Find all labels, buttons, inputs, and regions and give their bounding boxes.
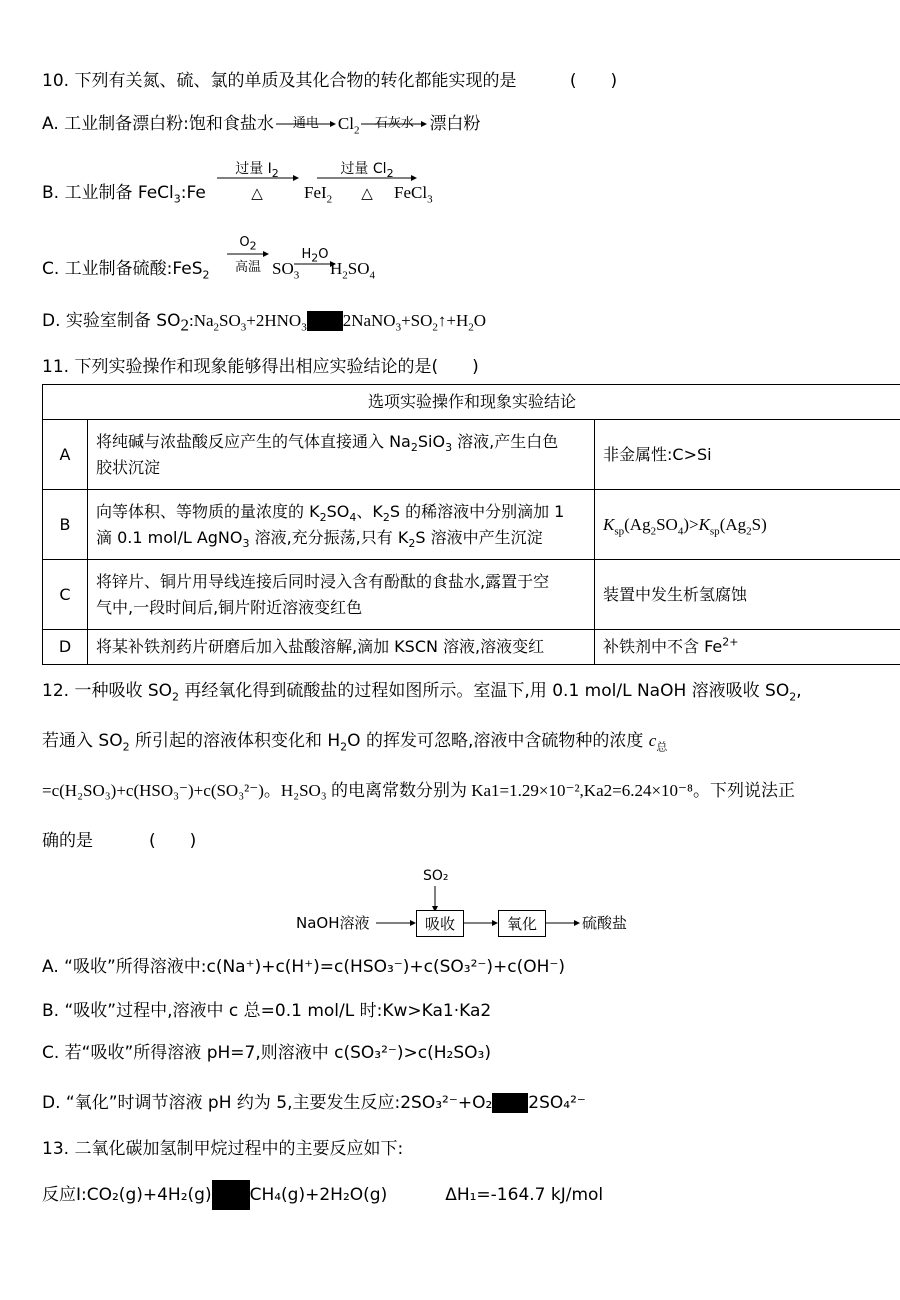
q10-b-prefix: B. 工业制备 FeCl bbox=[42, 183, 174, 203]
q10-a-prefix: A. 工业制备漂白粉:饱和食盐水 bbox=[42, 114, 274, 134]
q11-concl-b: $K_{sp}(Ag_2SO_4)>K_{sp}(Ag_2S)$ bbox=[595, 490, 900, 560]
q11-opt-a: A bbox=[43, 420, 88, 490]
q12-option-d: D. “氧化”时调节溶液 pH 约为 5,主要发生反应:2SO₃²⁻+O₂ 2SO₄²⁻ bbox=[42, 1093, 586, 1113]
redacted-equals bbox=[492, 1093, 528, 1113]
cond-h2o: $H_2O$ bbox=[301, 247, 329, 265]
q10-option-c: C. 工业制备硫酸:FeS$_2$ $O_2$ 高温 $SO_3$ $H_2O$ $H_2SO_4$ bbox=[42, 232, 210, 282]
q13-reaction-1: 反应I:CO₂(g)+4H₂(g) CH₄(g)+2H₂O(g) ΔH₁=-164.7 kJ/mol bbox=[42, 1180, 603, 1210]
arrow-limewater bbox=[361, 104, 427, 144]
q12-option-c: C. 若“吸收”所得溶液 pH=7,则溶液中 c(SO₃²⁻)>c(H₂SO₃) bbox=[42, 1043, 491, 1063]
table-row bbox=[43, 630, 900, 665]
q11-concl-c: 装置中发生析氢腐蚀 bbox=[595, 560, 900, 630]
q12-option-a: A. “吸收”所得溶液中:c(Na⁺)+c(H⁺)=c(HSO₃⁻)+c(SO₃²⁻)+c(OH⁻) bbox=[42, 957, 566, 977]
flow-box-absorb: 吸收 bbox=[416, 910, 464, 937]
q10-a-end: 漂白粉 bbox=[429, 114, 481, 134]
q12-flow-diagram bbox=[290, 868, 650, 938]
cond-excess-i2: 过量 $I_2$ bbox=[235, 161, 279, 180]
flow-box-oxidize: 氧化 bbox=[498, 910, 546, 937]
q11-concl-d: 补铁剂中不含 $Fe^{2+}$ bbox=[595, 630, 900, 665]
flow-end: 硫酸盐 bbox=[582, 914, 628, 932]
q11-concl-a: 非金属性:C>Si bbox=[595, 420, 900, 490]
q11-op-a: 将纯碱与浓盐酸反应产生的气体直接通入 $Na_2SiO_3$ 溶液,产生白色 胶状沉淀 bbox=[88, 420, 595, 490]
q10-c-end: $H_2SO_4$ bbox=[330, 259, 376, 282]
cond-heat-1: △ bbox=[251, 184, 263, 202]
q11-table bbox=[42, 384, 900, 665]
q10-a-mid: $Cl_2$ bbox=[337, 114, 360, 137]
redacted-equilibrium bbox=[212, 1180, 250, 1210]
q12-line3: =c(H₂SO₃)+c(HSO₃⁻)+c(SO₃²⁻)。H₂SO₃ 的电离常数分别为 Ka1=1.29×10⁻²,Ka2=6.24×10⁻⁸。下列说法正 bbox=[42, 781, 795, 800]
redacted-equals bbox=[307, 311, 343, 331]
flow-so2: SO₂ bbox=[423, 868, 449, 884]
cond-tongdian: 通电 bbox=[292, 116, 319, 131]
q10-b-fe: :Fe bbox=[180, 183, 206, 203]
q11-opt-d: D bbox=[43, 630, 88, 665]
q11-op-b: 向等体积、等物质的量浓度的 $K_2SO_4$、$K_2S$ 的稀溶液中分别滴加 1 滴 0.1 mol/L AgNO$_3$ 溶液,充分振荡,只有 $K_2S$ 溶液中产生沉淀 bbox=[88, 490, 595, 560]
q11-op-d: 将某补铁剂药片研磨后加入盐酸溶解,滴加 KSCN 溶液,溶液变红 bbox=[88, 630, 595, 665]
flow-arrow-3 bbox=[546, 918, 580, 928]
q12-line2: 若通入 $SO_2$ 所引起的溶液体积变化和 $H_2O$ 的挥发可忽略,溶液中含硫物种的浓度 $c_总$ bbox=[42, 731, 668, 754]
q10-d-products: $2NaNO_3+SO_2↑+H_2O$ bbox=[342, 311, 487, 334]
cond-o2: $O_2$ bbox=[239, 235, 257, 253]
flow-arrow-1 bbox=[376, 918, 416, 928]
q10-option-d: D. 实验室制备 $SO_2:Na_2SO_3+2HNO_3$ $2NaNO_3+SO_2↑+H_2O$ bbox=[42, 311, 487, 335]
q12-option-b: B. “吸收”过程中,溶液中 c 总=0.1 mol/L 时:Kw>Ka1·Ka2 bbox=[42, 1001, 492, 1021]
q11-header: 选项实验操作和现象实验结论 bbox=[43, 385, 900, 420]
q10-paren: ( ) bbox=[569, 71, 618, 91]
arrow-b1 bbox=[217, 174, 299, 182]
arrow-electrolysis bbox=[276, 104, 336, 144]
table-header-row bbox=[43, 385, 900, 420]
q10-c-prefix: C. 工业制备硫酸:FeS bbox=[42, 259, 203, 279]
q13-stem: 13. 二氧化碳加氢制甲烷过程中的主要反应如下: bbox=[42, 1139, 404, 1159]
q10-stem: 10. 下列有关氮、硫、氯的单质及其化合物的转化都能实现的是 bbox=[42, 71, 517, 91]
cond-high-temp: 高温 bbox=[234, 260, 261, 275]
q10-option-b: B. 工业制备 FeCl$_3$:Fe 过量 $I_2$ △ FeI$_2$ 过量 $Cl_2$ △ FeCl$_3$ bbox=[42, 158, 206, 218]
table-row bbox=[43, 560, 900, 630]
q10-option-a bbox=[42, 104, 480, 144]
q12-line4: 确的是 ( ) bbox=[42, 831, 197, 851]
q10-stem-line bbox=[42, 70, 617, 92]
q11-op-c: 将锌片、铜片用导线连接后同时浸入含有酚酞的食盐水,露置于空 气中,一段时间后,铜片附近溶液变红色 bbox=[88, 560, 595, 630]
flow-arrow-2 bbox=[464, 918, 498, 928]
q10-b-end: FeCl$_3$ bbox=[394, 183, 433, 206]
q11-opt-c: C bbox=[43, 560, 88, 630]
q11-stem: 11. 下列实验操作和现象能够得出相应实验结论的是( ) bbox=[42, 357, 479, 377]
q11-opt-b: B bbox=[43, 490, 88, 560]
table-row bbox=[43, 490, 900, 560]
q10-c-mid: $SO_3$ bbox=[272, 259, 300, 282]
q12-line1: 12. 一种吸收 $SO_2$ 再经氧化得到硫酸盐的过程如图所示。室温下,用 0.1 mol/L NaOH 溶液吸收 $SO_2$, bbox=[42, 681, 802, 704]
q10-d-prefix: D. 实验室制备 SO bbox=[42, 311, 181, 331]
flow-so2-arrow bbox=[430, 886, 440, 912]
flow-start: NaOH溶液 bbox=[296, 914, 370, 932]
q10-b-mid: FeI$_2$ bbox=[304, 183, 333, 206]
table-row bbox=[43, 420, 900, 490]
arrow-b2 bbox=[317, 174, 417, 182]
cond-excess-cl2: 过量 $Cl_2$ bbox=[340, 161, 394, 180]
cond-heat-2: △ bbox=[361, 184, 373, 202]
cond-shihuishui: 石灰水 bbox=[374, 116, 414, 131]
q10-d-reactants: $:Na_2SO_3+2HNO_3$ bbox=[188, 311, 307, 334]
